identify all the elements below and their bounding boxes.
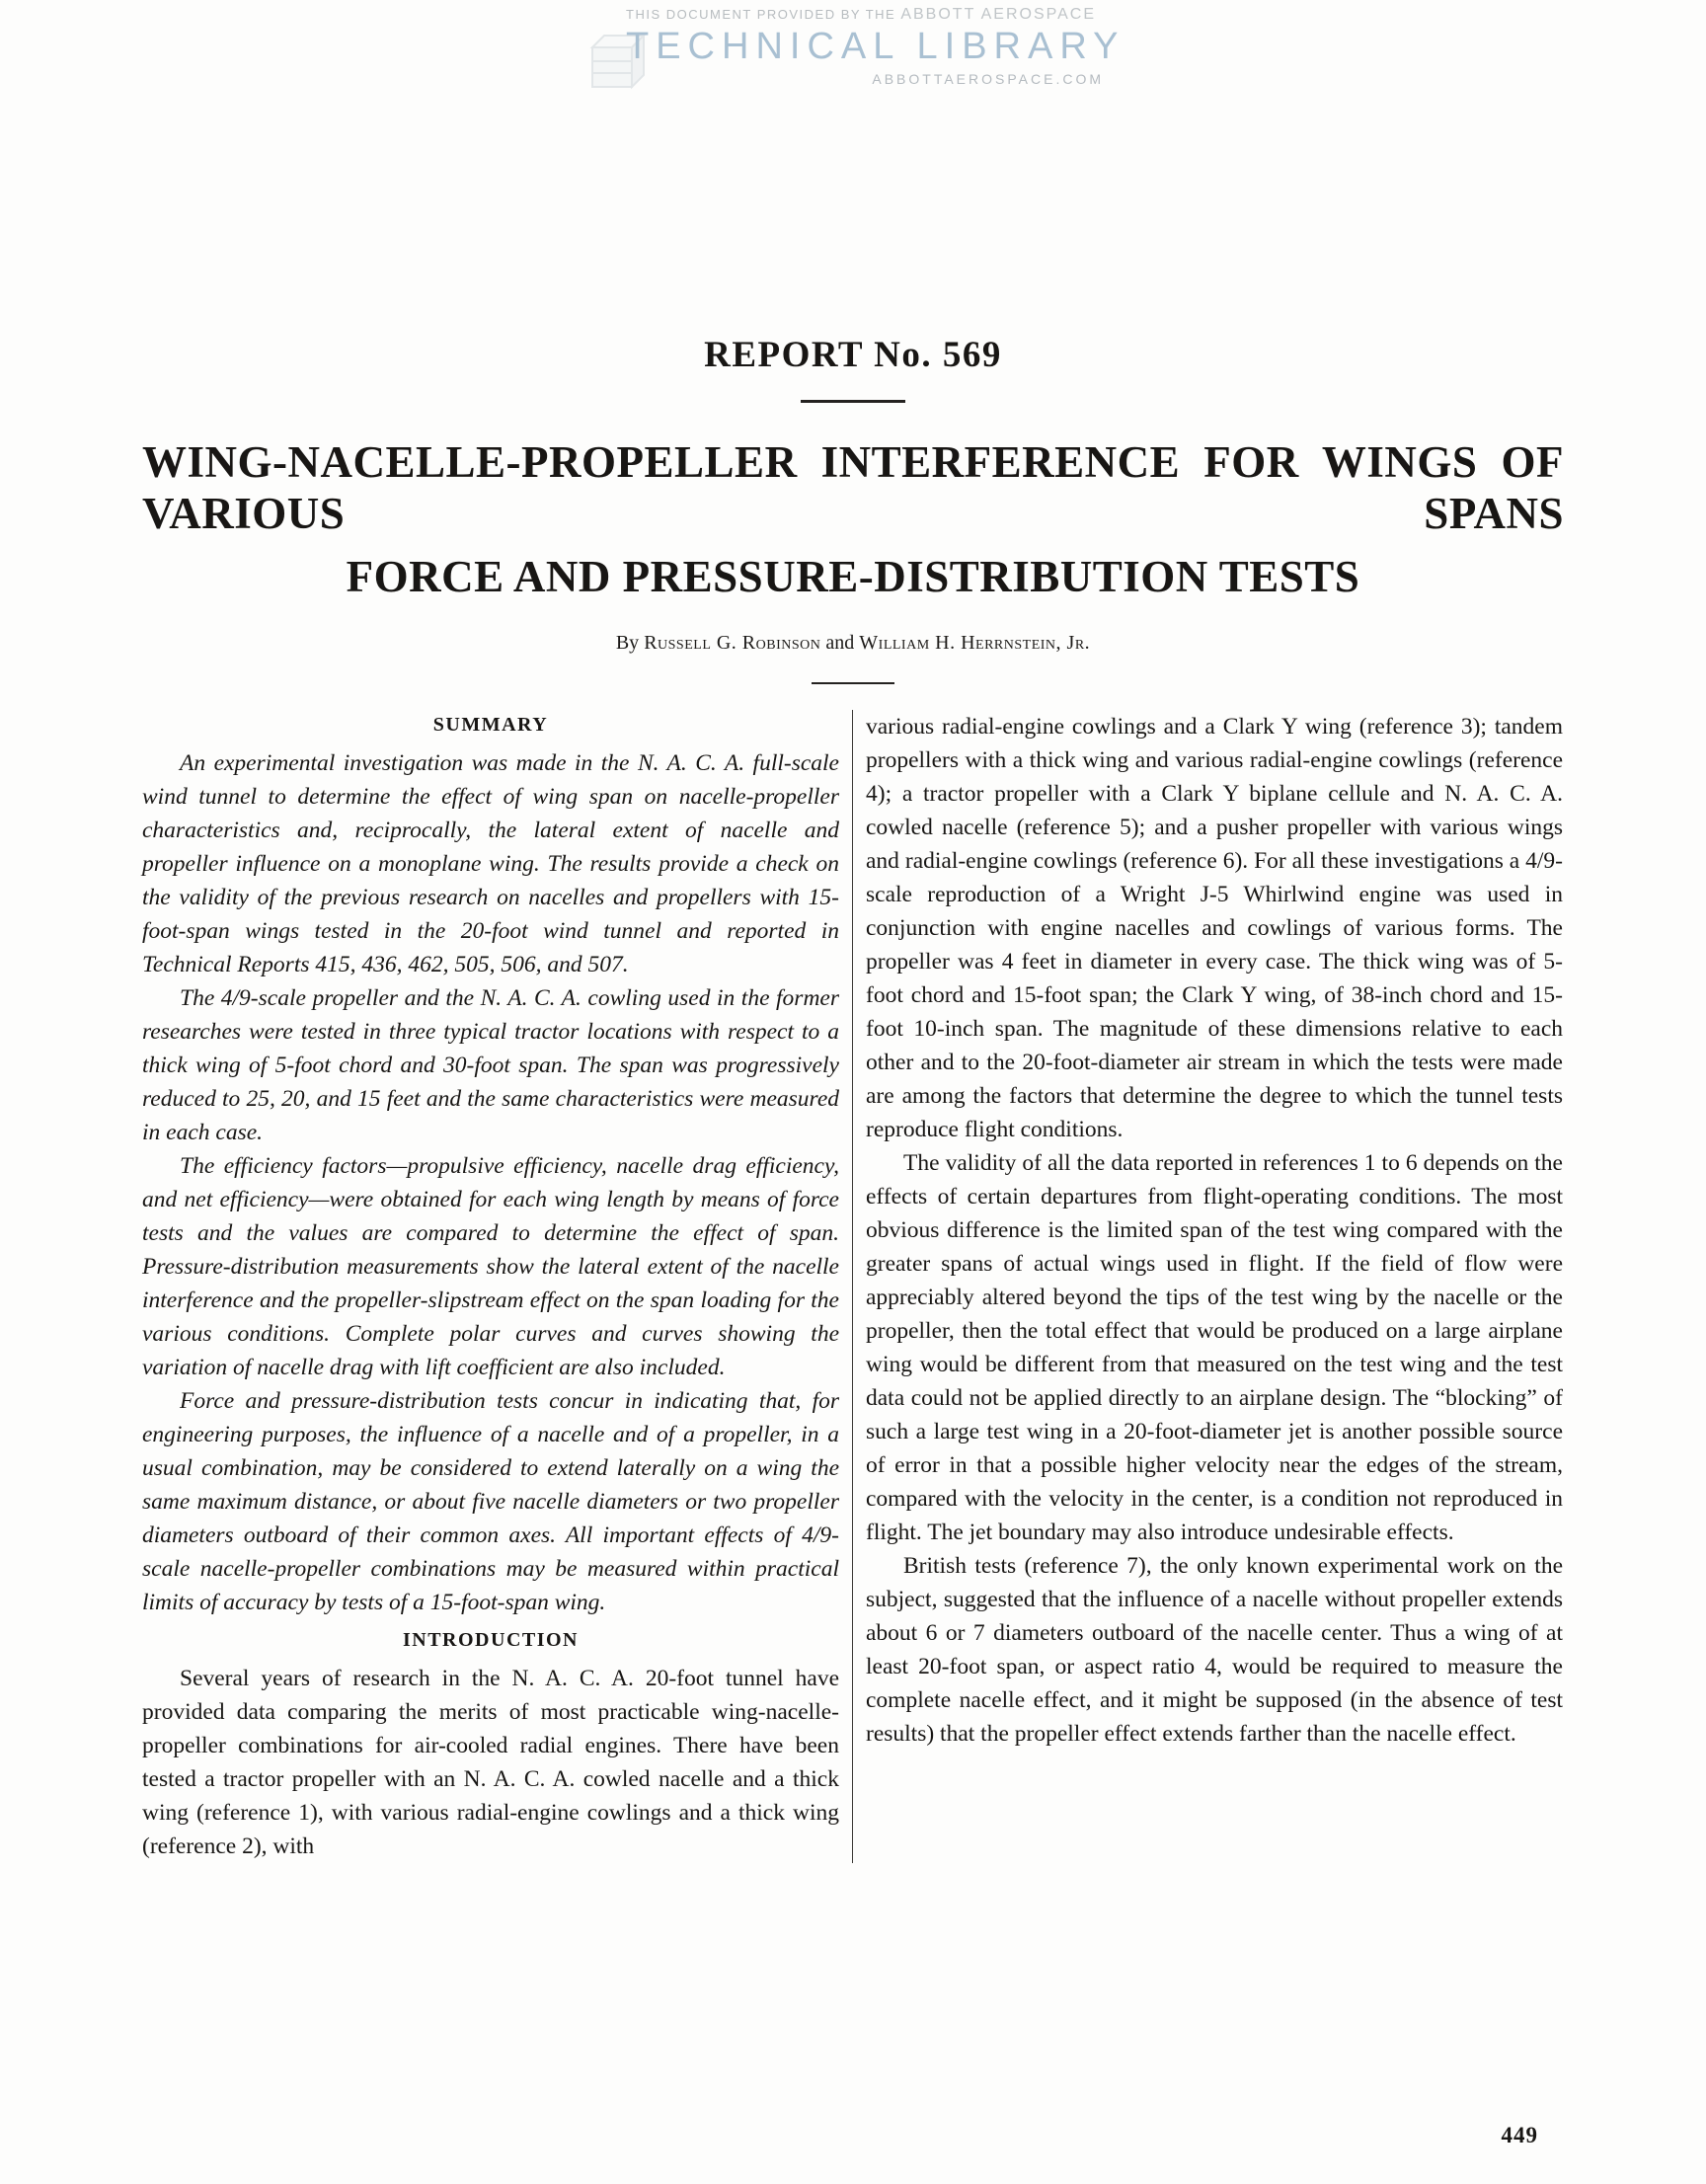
report-title-line2: FORCE AND PRESSURE-DISTRIBUTION TESTS [346,552,1360,601]
watermark [596,6,1125,87]
body-paragraph: The validity of all the data reported in references 1 to 6 depends on the effects of certain departures from flight-operating conditions. The most obvious difference is the limited span of the test wing compared with the greater spans of actual wings used in flight. If the field of flow were appreciably altered beyond the tips of the test wing by the nacelle or the propeller, then the total effect that would be produced on a large airplane wing would be different from that measured on the test wing and the test data could not be applied directly to an airplane design. The “blocking” of such a large test wing in a 20-foot-diameter jet is another possible source of error in that a possible higher velocity near the edges of the stream, compared with the velocity in the center, is a condition not reproduced in flight. The jet boundary may also introduce undesirable effects. [866,1150,1563,1545]
summary-paragraph: An experimental investigation was made in the N. A. C. A. full-scale wind tunnel to determine the effect of wing span on nacelle-propeller characteristics and, reciprocally, the lateral extent of nacelle and propeller influence on a monoplane wing. The results provide a check on the validity of the previous research on nacelles and propellers with 15-foot-span wings tested in the 20-foot wind tunnel and reported in Technical Reports 415, 436, 462, 505, 506, and 507. [142,750,839,977]
byline-divider-rule [812,682,894,684]
page-number: 449 [1501,2123,1538,2147]
byline [0,632,1706,655]
report-title-line1: WING-NACELLE-PROPELLER INTERFERENCE FOR WINGS OF VARIOUS SPANS [142,437,1564,538]
byline-by: By [615,632,640,654]
watermark-library-title: TECHNICAL LIBRARY [626,26,1125,67]
author-name-2: William H. Herrnstein, Jr. [859,632,1091,654]
watermark-provider-line [626,6,1110,24]
right-column [866,710,1563,1863]
summary-paragraph: The efficiency factors—propulsive efficiency, nacelle drag efficiency, and net efficiency—were obtained for each wing length by means of force tests and the values are compared to determine the effect of span. Pressure-distribution measurements show the lateral extent of the nacelle interference and the propeller-slipstream effect on the span loading for the various conditions. Complete polar curves and curves showing the variation of nacelle drag with lift coefficient are also included. [142,1153,839,1380]
body-paragraph: British tests (reference 7), the only known experimental work on the subject, suggested that the influence of a nacelle without propeller extends about 6 or 7 diameters outboard of the nacelle center. Thus a wing of at least 20-foot span, or aspect ratio 4, would be required to measure the complete nacelle effect, and it might be supposed (in the absence of test results) that the propeller effect extends farther than the nacelle effect. [866,1553,1563,1747]
byline-and: and [825,632,855,654]
report-title [142,436,1564,602]
watermark-text [596,6,1125,87]
introduction-heading: INTRODUCTION [402,1629,580,1651]
summary-heading: SUMMARY [432,714,549,736]
body-paragraph: various radial-engine cowlings and a Clark Y wing (reference 3); tandem propellers with a thick wing and various radial-engine cowlings (reference 4); a tractor propeller with a Clark Y biplane cellule and N. A. C. A. cowled nacelle (reference 5); and a pusher propeller with various wings and radial-engine cowlings (reference 6). For all these investigations a 4/9-scale reproduction of a Wright J-5 Whirlwind engine was used in conjunction with engine nacelles and cowlings of various forms. The propeller was 4 feet in diameter in every case. The thick wing was of 5-foot chord and 15-foot span; the Clark Y wing, of 38-inch chord and 15-foot 10-inch span. The magnitude of these dimensions relative to each other and to the 20-foot-diameter air stream in which the tests were made are among the factors that determine the degree to which the tunnel tests reproduce flight conditions. [866,714,1563,1142]
left-column [142,710,839,1863]
summary-paragraph: Force and pressure-distribution tests concur in indicating that, for engineering purposes, the influence of a nacelle and of a propeller, in a usual combination, may be considered to extend laterally on a wing the same maximum distance, or about five nacelle diameters or two propeller diameters outboard of their common axes. All important effects of 4/9-scale nacelle-propeller combinations may be measured within practical limits of accuracy by tests of a 15-foot-span wing. [142,1388,839,1615]
watermark-brand: ABBOTT AEROSPACE [900,6,1097,23]
body-columns [142,710,1564,1863]
summary-paragraph: The 4/9-scale propeller and the N. A. C. A. cowling used in the former researches were tested in three typical tractor locations with respect to a thick wing of 5-foot chord and 30-foot span. The span was progressively reduced to 25, 20, and 15 feet and the same characteristics were measured in each case. [142,985,839,1145]
body-paragraph: Several years of research in the N. A. C. A. 20-foot tunnel have provided data comparing the merits of most practicable wing-nacelle-propeller combinations for air-cooled radial engines. There have been tested a tractor propeller with an N. A. C. A. cowled nacelle and a thick wing (reference 1), with various radial-engine cowlings and a thick wing (reference 2), with [142,1666,839,1859]
report-number-heading: REPORT No. 569 [704,335,1002,375]
column-divider [852,710,853,1863]
author-name-1: Russell G. Robinson [644,632,821,654]
title-divider-rule [801,400,905,403]
watermark-provided-by: THIS DOCUMENT PROVIDED BY THE [626,7,896,22]
watermark-site-url: ABBOTTAEROSPACE.COM [872,71,1104,87]
